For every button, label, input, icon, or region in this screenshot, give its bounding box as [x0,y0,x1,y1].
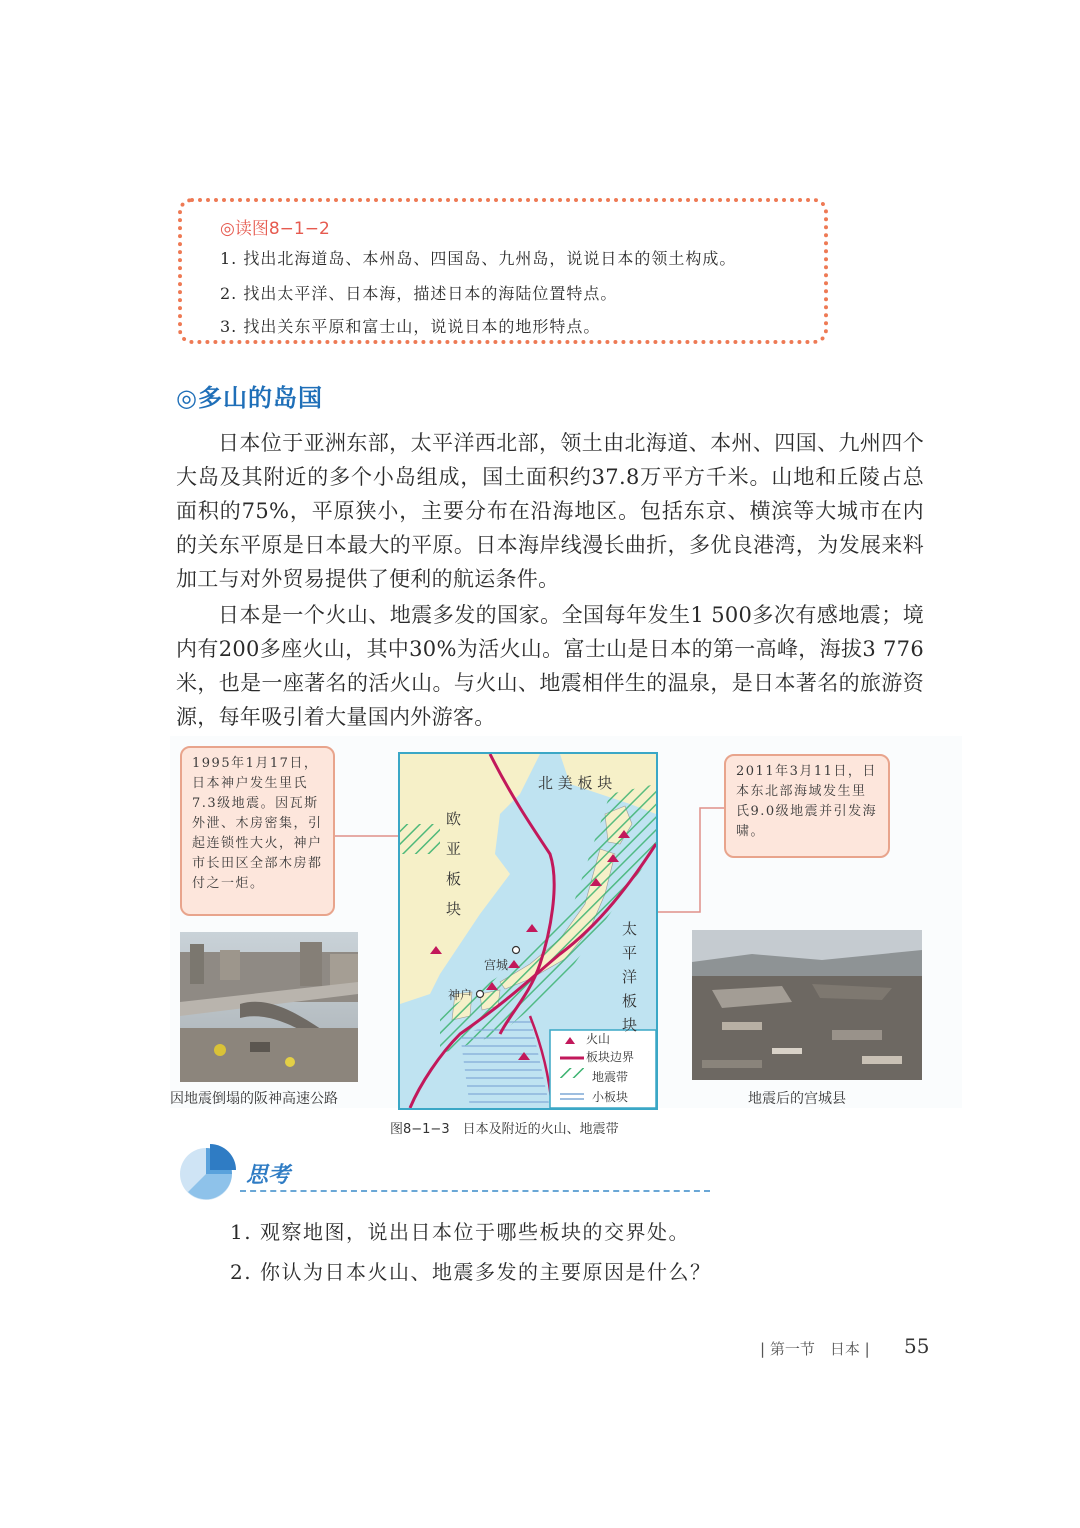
photo-collapsed-highway [180,932,358,1082]
photo-left-caption: 因地震倒塌的阪神高速公路 [170,1091,338,1107]
label-pacific-1: 太 [622,920,638,938]
legend-small-plate: 小板块 [592,1090,629,1104]
read-figure-item-1: 1. 找出北海道岛、本州岛、四国岛、九州岛，说说日本的领土构成。 [220,249,737,268]
paragraph-1: 日本位于亚洲东部，太平洋西北部，领土由北海道、本州、四国、九州四个大岛及其附近的多个小岛组成，国土面积约37.8万平方千米。山地和丘陵占总面积的75%，平原狭小，主要分布在沿海地区。包括东京、横滨等大城市在内的关东平原是日本最大的平原。日本海岸线漫长曲折，多优良港湾，为发展来料加工与对外贸易提供了便利的航运条件。 [176,431,924,591]
legend-volcano: 火山 [586,1032,611,1046]
photo-miyagi [692,930,922,1080]
label-eurasia-4: 块 [446,900,462,918]
callout-kobe: 1995年1月17日，日本神户发生里氏7.3级地震。因瓦斯外泄、木房密集，引起连锁性大火，神户市长田区全部木房都付之一炬。 [180,746,335,916]
think-item-2: 2. 你认为日本火山、地震多发的主要原因是什么？ [230,1260,712,1284]
photo-right-caption: 地震后的宫城县 [748,1091,846,1107]
figure-caption: 图8−1−3 日本及附近的火山、地震带 [390,1122,619,1137]
legend-plate-boundary: 板块边界 [586,1050,635,1064]
footer-section: | 第一节 日本 | [760,1340,870,1358]
section-title: ◎多山的岛国 [176,384,323,412]
think-divider [240,1190,710,1192]
paragraph-2: 日本是一个火山、地震多发的国家。全国每年发生1 500多次有感地震；境内有200多座火山，其中30%为活火山。富士山是日本的第一高峰，海拔3 776米，也是一座著名的活火山。与火山、地震相伴生的温泉，是日本著名的旅游资源，每年吸引着大量国内外游客。 [176,603,924,729]
think-title: 思考 [246,1163,291,1188]
pie-chart-icon [176,1144,240,1202]
collapsed-highway-image [180,932,358,1082]
read-figure-title: ◎读图8−1−2 [220,219,330,239]
page-number: 55 [904,1334,930,1358]
label-pacific-4: 板 [622,992,638,1010]
read-figure-item-3: 3. 找出关东平原和富士山，说说日本的地形特点。 [220,317,601,336]
label-eurasia-2: 亚 [446,840,462,858]
label-pacific-5: 块 [622,1016,638,1034]
think-item-1: 1. 观察地图，说出日本位于哪些板块的交界处。 [230,1220,690,1244]
label-eurasia-1: 欧 [446,810,462,828]
callout-tohoku: 2011年3月11日，日本东北部海域发生里氏9.0级地震并引发海啸。 [724,754,890,858]
label-pacific-3: 洋 [622,968,638,986]
label-eurasia-3: 板 [446,870,462,888]
label-pacific-2: 平 [622,944,638,962]
label-miyagi: 宫城 [484,958,509,972]
read-figure-item-2: 2. 找出太平洋、日本海，描述日本的海陆位置特点。 [220,284,618,303]
label-kobe: 神户 [448,988,473,1002]
tsunami-debris-image [692,930,922,1080]
label-north-america-plate: 北 美 板 块 [538,774,613,792]
legend-seismic-belt: 地震带 [592,1070,629,1084]
